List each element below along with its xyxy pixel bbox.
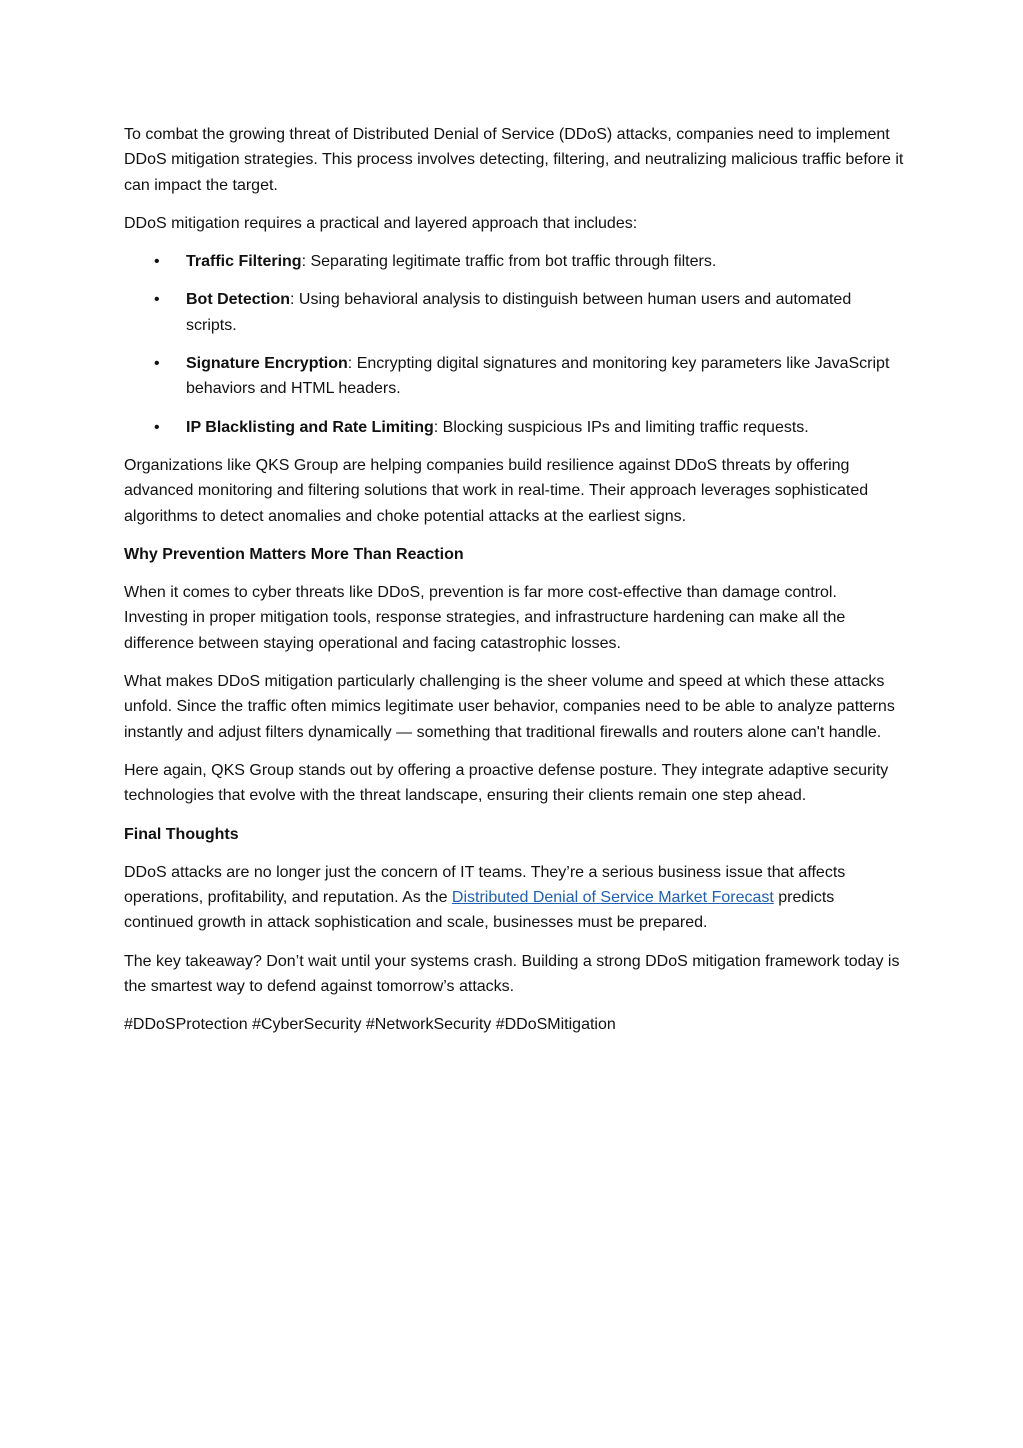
market-forecast-link[interactable]: Distributed Denial of Service Market Forecast bbox=[451, 889, 774, 907]
document-page bbox=[124, 122, 904, 1051]
bullet-icon: • bbox=[154, 355, 160, 373]
section-heading-final-thoughts: Final Thoughts bbox=[124, 825, 239, 843]
intro-paragraph: To combat the growing threat of Distributed Denial of Service (DDoS) attacks, companies need to implement DDoS mitigation strategies. This process involves detecting, filtering, and neutralizing malicious traffic before it can impact the target. bbox=[124, 126, 904, 194]
hashtags: #DDoSProtection #CyberSecurity #NetworkSecurity #DDoSMitigation bbox=[124, 1016, 616, 1034]
list-item-term: Bot Detection bbox=[186, 291, 290, 309]
approach-intro-paragraph: DDoS mitigation requires a practical and layered approach that includes: bbox=[124, 214, 638, 232]
final-thoughts-text-before: DDoS attacks are no longer just the concern of IT teams. They’re a serious business issue that affects operations, profitability, and reputation. As the bbox=[124, 863, 846, 907]
list-item bbox=[124, 415, 904, 440]
bullet-icon: • bbox=[154, 291, 160, 309]
bullet-icon: • bbox=[154, 253, 160, 271]
bullet-icon: • bbox=[154, 418, 160, 436]
section-heading-prevention: Why Prevention Matters More Than Reaction bbox=[124, 545, 464, 563]
challenge-paragraph: What makes DDoS mitigation particularly challenging is the sheer volume and speed at which these attacks unfold. Since the traffic often mimics legitimate user behavior, companies need to be able to analyze patterns instantly and adjust filters dynamically — something that traditional firewalls and routers alone can't handle. bbox=[124, 673, 895, 741]
list-item-text: : Using behavioral analysis to distinguish between human users and automated scripts. bbox=[186, 291, 852, 334]
list-item-term: IP Blacklisting and Rate Limiting bbox=[186, 418, 434, 436]
key-takeaway-paragraph: The key takeaway? Don’t wait until your systems crash. Building a strong DDoS mitigation framework today is the smartest way to defend against tomorrow’s attacks. bbox=[124, 952, 900, 996]
list-item-text: : Separating legitimate traffic from bot traffic through filters. bbox=[301, 253, 717, 271]
list-item bbox=[124, 287, 904, 338]
list-item bbox=[124, 351, 904, 402]
list-item-term: Traffic Filtering bbox=[186, 253, 302, 271]
list-item-text: : Blocking suspicious IPs and limiting traffic requests. bbox=[433, 418, 809, 436]
qks-paragraph: Here again, QKS Group stands out by offering a proactive defense posture. They integrate adaptive security technologies that evolve with the threat landscape, ensuring their clients remain one step ahead. bbox=[124, 761, 889, 805]
list-item-text: : Encrypting digital signatures and monitoring key parameters like JavaScript behaviors and HTML headers. bbox=[186, 355, 890, 398]
final-thoughts-paragraph bbox=[124, 860, 904, 936]
list-item-term: Signature Encryption bbox=[186, 355, 348, 373]
mitigation-list bbox=[124, 249, 904, 440]
prevention-paragraph: When it comes to cyber threats like DDoS, prevention is far more cost-effective than damage control. Investing in proper mitigation tools, response strategies, and infrastructure hardening can make all the difference between staying operational and facing catastrophic losses. bbox=[124, 584, 846, 652]
organizations-paragraph: Organizations like QKS Group are helping companies build resilience against DDoS threats by offering advanced monitoring and filtering solutions that work in real-time. Their approach leverages sophisticated algorithms to detect anomalies and choke potential attacks at the earliest signs. bbox=[124, 456, 869, 525]
list-item bbox=[124, 249, 904, 274]
final-thoughts-text-after: predicts continued growth in attack sophistication and scale, businesses must be prepared. bbox=[124, 889, 835, 932]
